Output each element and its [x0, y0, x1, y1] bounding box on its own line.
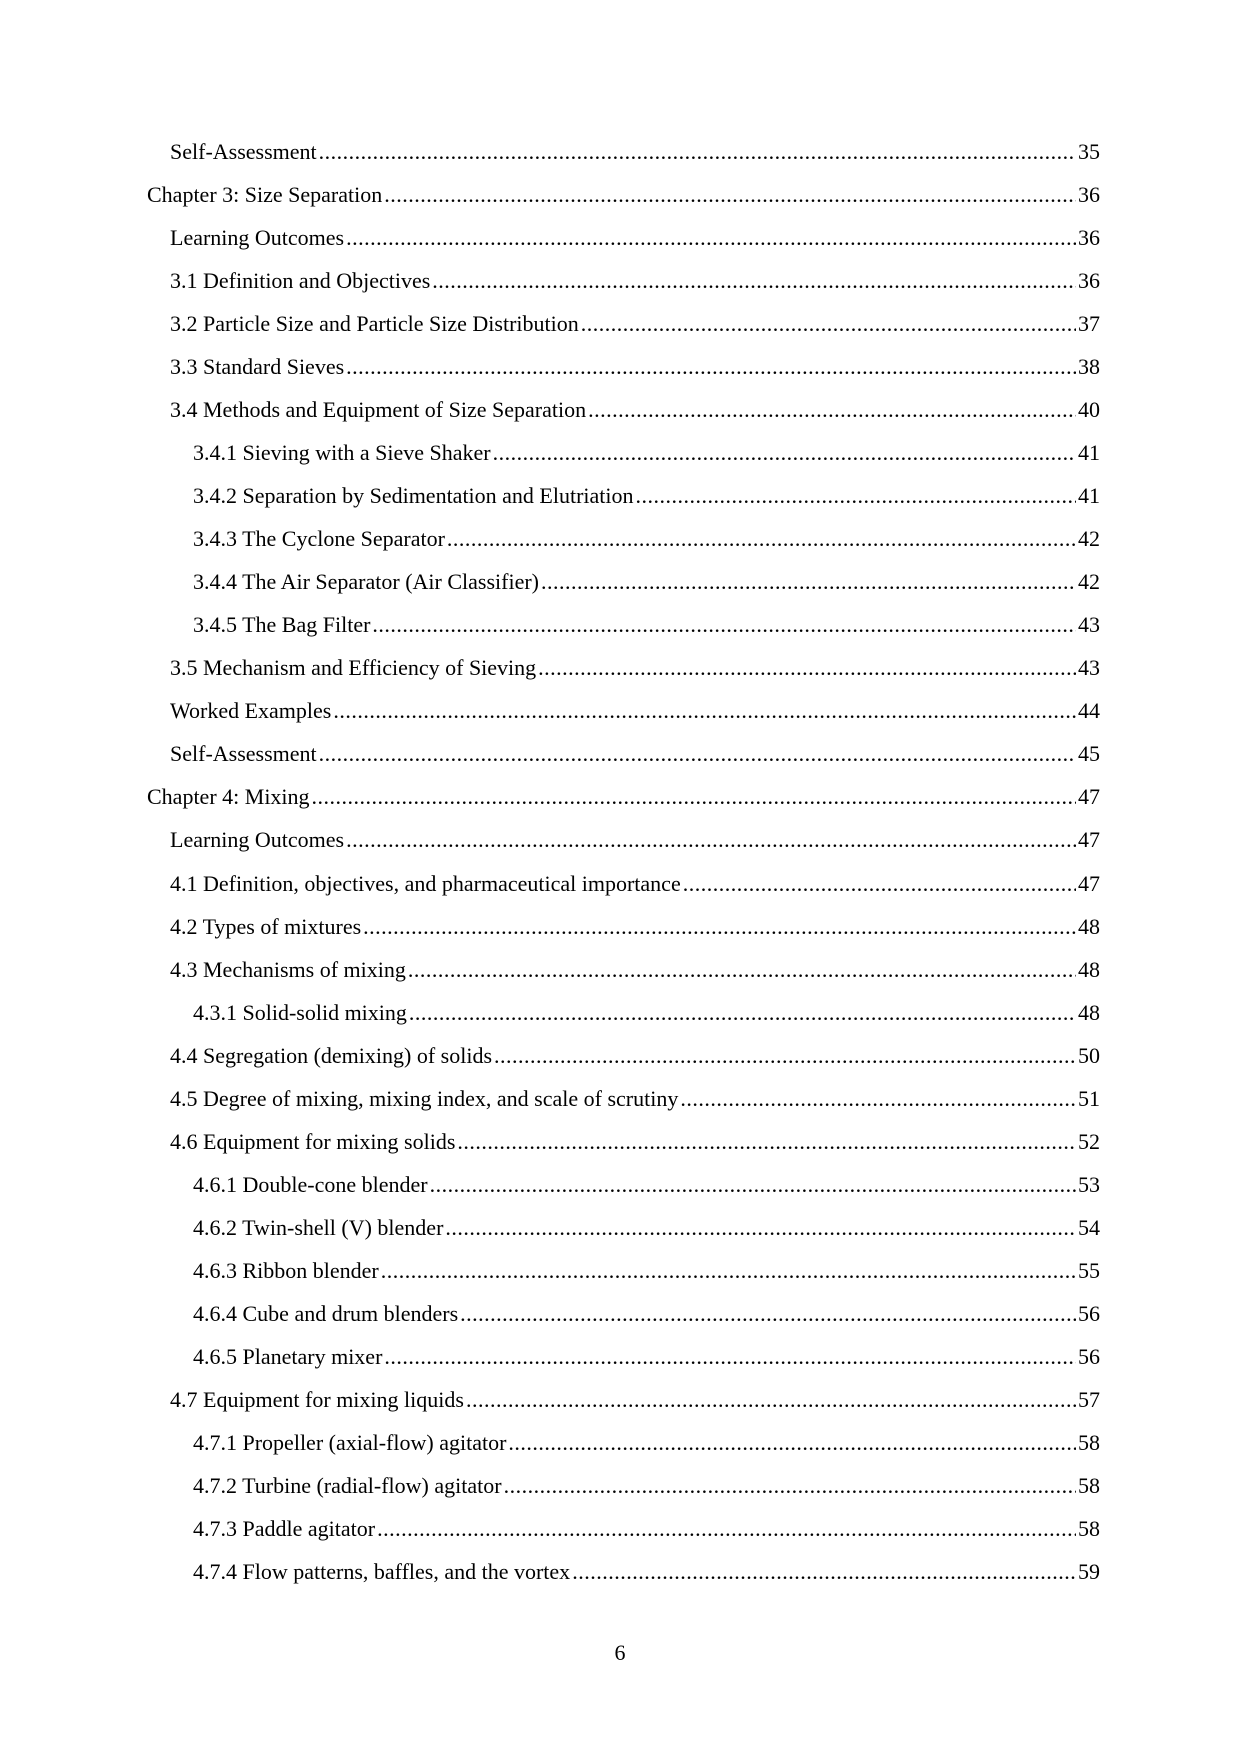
page-number: 6 — [614, 1640, 626, 1665]
toc-entry-title: 4.7.2 Turbine (radial-flow) agitator — [193, 1472, 502, 1498]
toc-entry-page: 58 — [1078, 1429, 1100, 1455]
toc-entry-page: 55 — [1078, 1257, 1100, 1283]
toc-entry-page: 44 — [1078, 698, 1100, 724]
toc-entry-title: Worked Examples — [170, 698, 332, 724]
toc-entry-title: 4.6.3 Ribbon blender — [193, 1257, 379, 1283]
toc-entry-page: 36 — [1078, 225, 1100, 251]
toc-entry[interactable] — [170, 648, 1100, 688]
toc-dot-leader — [538, 648, 1076, 688]
toc-entry-title: 3.5 Mechanism and Efficiency of Sieving — [170, 655, 537, 681]
toc-entry-title: 3.2 Particle Size and Particle Size Distribution — [170, 311, 579, 337]
toc-dot-leader — [319, 132, 1076, 172]
toc-entry[interactable] — [170, 347, 1100, 387]
toc-entry[interactable] — [193, 1165, 1100, 1205]
toc-dot-leader — [447, 519, 1076, 559]
toc-entry-page: 54 — [1078, 1214, 1100, 1240]
toc-dot-leader — [377, 1509, 1076, 1549]
toc-entry[interactable] — [193, 605, 1100, 645]
toc-entry-title: 3.4.1 Sieving with a Sieve Shaker — [193, 440, 491, 466]
toc-entry[interactable] — [170, 1122, 1100, 1162]
toc-entry-title: Chapter 4: Mixing — [147, 784, 310, 810]
toc-dot-leader — [466, 1380, 1076, 1420]
toc-dot-leader — [581, 304, 1076, 344]
toc-dot-leader — [312, 777, 1076, 817]
toc-entry[interactable] — [170, 864, 1100, 904]
toc-dot-leader — [346, 820, 1076, 860]
toc-entry-title: 4.6.5 Planetary mixer — [193, 1343, 383, 1369]
toc-entry-page: 36 — [1078, 182, 1100, 208]
toc-entry-page: 43 — [1078, 612, 1100, 638]
toc-entry[interactable] — [193, 1466, 1100, 1506]
toc-entry[interactable] — [170, 950, 1100, 990]
toc-entry-title: 3.4.5 The Bag Filter — [193, 612, 371, 638]
toc-entry-title: 4.6.4 Cube and drum blenders — [193, 1300, 459, 1326]
toc-entry-title: 3.4.3 The Cyclone Separator — [193, 526, 445, 552]
toc-dot-leader — [333, 691, 1076, 731]
toc-entry[interactable] — [170, 304, 1100, 344]
toc-entry-page: 56 — [1078, 1300, 1100, 1326]
toc-entry-title: Learning Outcomes — [170, 827, 345, 853]
toc-entry-page: 47 — [1078, 784, 1100, 810]
toc-entry[interactable] — [193, 1337, 1100, 1377]
toc-dot-leader — [683, 864, 1076, 904]
toc-entry-page: 42 — [1078, 569, 1100, 595]
toc-entry[interactable] — [170, 390, 1100, 430]
toc-dot-leader — [572, 1552, 1076, 1592]
toc-entry-page: 41 — [1078, 440, 1100, 466]
toc-entry-page: 53 — [1078, 1171, 1100, 1197]
toc-entry-page: 48 — [1078, 956, 1100, 982]
toc-entry-title: 4.6 Equipment for mixing solids — [170, 1128, 456, 1154]
toc-entry-title: 4.6.1 Double-cone blender — [193, 1171, 428, 1197]
toc-entry[interactable] — [193, 1294, 1100, 1334]
toc-entry-page: 52 — [1078, 1128, 1100, 1154]
toc-dot-leader — [409, 993, 1076, 1033]
toc-entry[interactable] — [170, 820, 1100, 860]
toc-entry-title: Self-Assessment — [170, 139, 317, 164]
toc-entry-page: 57 — [1078, 1386, 1100, 1412]
toc-dot-leader — [460, 1294, 1076, 1334]
toc-dot-leader — [384, 1337, 1076, 1377]
toc-entry-title: 4.7.4 Flow patterns, baffles, and the vortex — [193, 1558, 571, 1584]
toc-entry-page: 42 — [1078, 526, 1100, 552]
toc-entry[interactable] — [193, 433, 1100, 473]
toc-dot-leader — [408, 950, 1076, 990]
toc-entry-title: Self-Assessment — [170, 741, 317, 767]
toc-entry-title: Learning Outcomes — [170, 225, 345, 251]
toc-entry-title: Chapter 3: Size Separation — [147, 182, 383, 208]
toc-entry-title: 3.1 Definition and Objectives — [170, 268, 431, 294]
toc-entry[interactable] — [170, 1380, 1100, 1420]
toc-dot-leader — [432, 261, 1076, 301]
toc-entry[interactable] — [193, 476, 1100, 516]
toc-entry[interactable] — [193, 1423, 1100, 1463]
toc-entry-title: 4.1 Definition, objectives, and pharmaceutical importance — [170, 870, 681, 896]
toc-entry[interactable] — [193, 1552, 1100, 1592]
toc-entry[interactable] — [147, 175, 1100, 215]
toc-entry-title: 3.3 Standard Sieves — [170, 354, 345, 380]
toc-entry-page: 35 — [1078, 139, 1100, 164]
toc-dot-leader — [457, 1122, 1076, 1162]
toc-dot-leader — [346, 347, 1076, 387]
toc-dot-leader — [381, 1251, 1076, 1291]
toc-entry[interactable] — [170, 907, 1100, 947]
toc-entry-title: 4.7.3 Paddle agitator — [193, 1515, 376, 1541]
toc-entry[interactable] — [170, 261, 1100, 301]
toc-dot-leader — [541, 562, 1076, 602]
toc-dot-leader — [346, 218, 1076, 258]
toc-entry-page: 59 — [1078, 1558, 1100, 1584]
toc-dot-leader — [508, 1423, 1076, 1463]
toc-entry[interactable] — [193, 1251, 1100, 1291]
toc-entry[interactable] — [193, 1208, 1100, 1248]
toc-entry-title: 4.5 Degree of mixing, mixing index, and scale of scrutiny — [170, 1085, 679, 1111]
toc-entry-page: 40 — [1078, 397, 1100, 423]
toc-entry-page: 38 — [1078, 354, 1100, 380]
toc-entry[interactable] — [170, 218, 1100, 258]
toc-dot-leader — [636, 476, 1076, 516]
toc-entry-title: 4.4 Segregation (demixing) of solids — [170, 1042, 493, 1068]
toc-dot-leader — [504, 1466, 1076, 1506]
toc-entry-title: 4.7 Equipment for mixing liquids — [170, 1386, 464, 1412]
toc-entry-title: 4.2 Types of mixtures — [170, 913, 362, 939]
toc-entry-page: 47 — [1078, 827, 1100, 853]
toc-entry[interactable] — [170, 1036, 1100, 1076]
toc-entry-title: 4.3.1 Solid-solid mixing — [193, 999, 407, 1025]
toc-entry-page: 37 — [1078, 311, 1100, 337]
toc-entry[interactable] — [170, 1079, 1100, 1119]
toc-entry-page: 56 — [1078, 1343, 1100, 1369]
toc-entry-page: 48 — [1078, 913, 1100, 939]
toc-entry[interactable] — [193, 993, 1100, 1033]
toc-entry-page: 51 — [1078, 1085, 1100, 1111]
toc-entry-page: 43 — [1078, 655, 1100, 681]
toc-dot-leader — [494, 1036, 1076, 1076]
toc-entry[interactable] — [170, 132, 1100, 172]
toc-entry-title: 3.4.2 Separation by Sedimentation and Elutriation — [193, 483, 634, 509]
toc-entry-page: 58 — [1078, 1472, 1100, 1498]
toc-entry-title: 4.6.2 Twin-shell (V) blender — [193, 1214, 444, 1240]
toc-entry-title: 3.4.4 The Air Separator (Air Classifier) — [193, 569, 540, 595]
toc-entry-page: 41 — [1078, 483, 1100, 509]
toc-dot-leader — [319, 734, 1076, 774]
toc-dot-leader — [445, 1208, 1076, 1248]
toc-entry-title: 3.4 Methods and Equipment of Size Separation — [170, 397, 587, 423]
toc-dot-leader — [363, 907, 1076, 947]
toc-entry[interactable] — [193, 1509, 1100, 1549]
toc-dot-leader — [384, 175, 1076, 215]
toc-entry-page: 45 — [1078, 741, 1100, 767]
toc-entry[interactable] — [170, 734, 1100, 774]
toc-dot-leader — [430, 1165, 1076, 1205]
toc-entry[interactable] — [193, 519, 1100, 559]
toc-entry[interactable] — [147, 777, 1100, 817]
toc-entry[interactable] — [193, 562, 1100, 602]
toc-dot-leader — [493, 433, 1076, 473]
toc-entry-title: 4.7.1 Propeller (axial-flow) agitator — [193, 1429, 507, 1455]
toc-entry-page: 47 — [1078, 870, 1100, 896]
toc-entry[interactable] — [170, 691, 1100, 731]
toc-dot-leader — [372, 605, 1076, 645]
toc-entry-page: 36 — [1078, 268, 1100, 294]
toc-entry-title: 4.3 Mechanisms of mixing — [170, 956, 406, 982]
toc-entry-page: 48 — [1078, 999, 1100, 1025]
toc-entry-page: 58 — [1078, 1515, 1100, 1541]
toc-entry-page: 50 — [1078, 1042, 1100, 1068]
toc-dot-leader — [680, 1079, 1076, 1119]
toc-dot-leader — [588, 390, 1076, 430]
